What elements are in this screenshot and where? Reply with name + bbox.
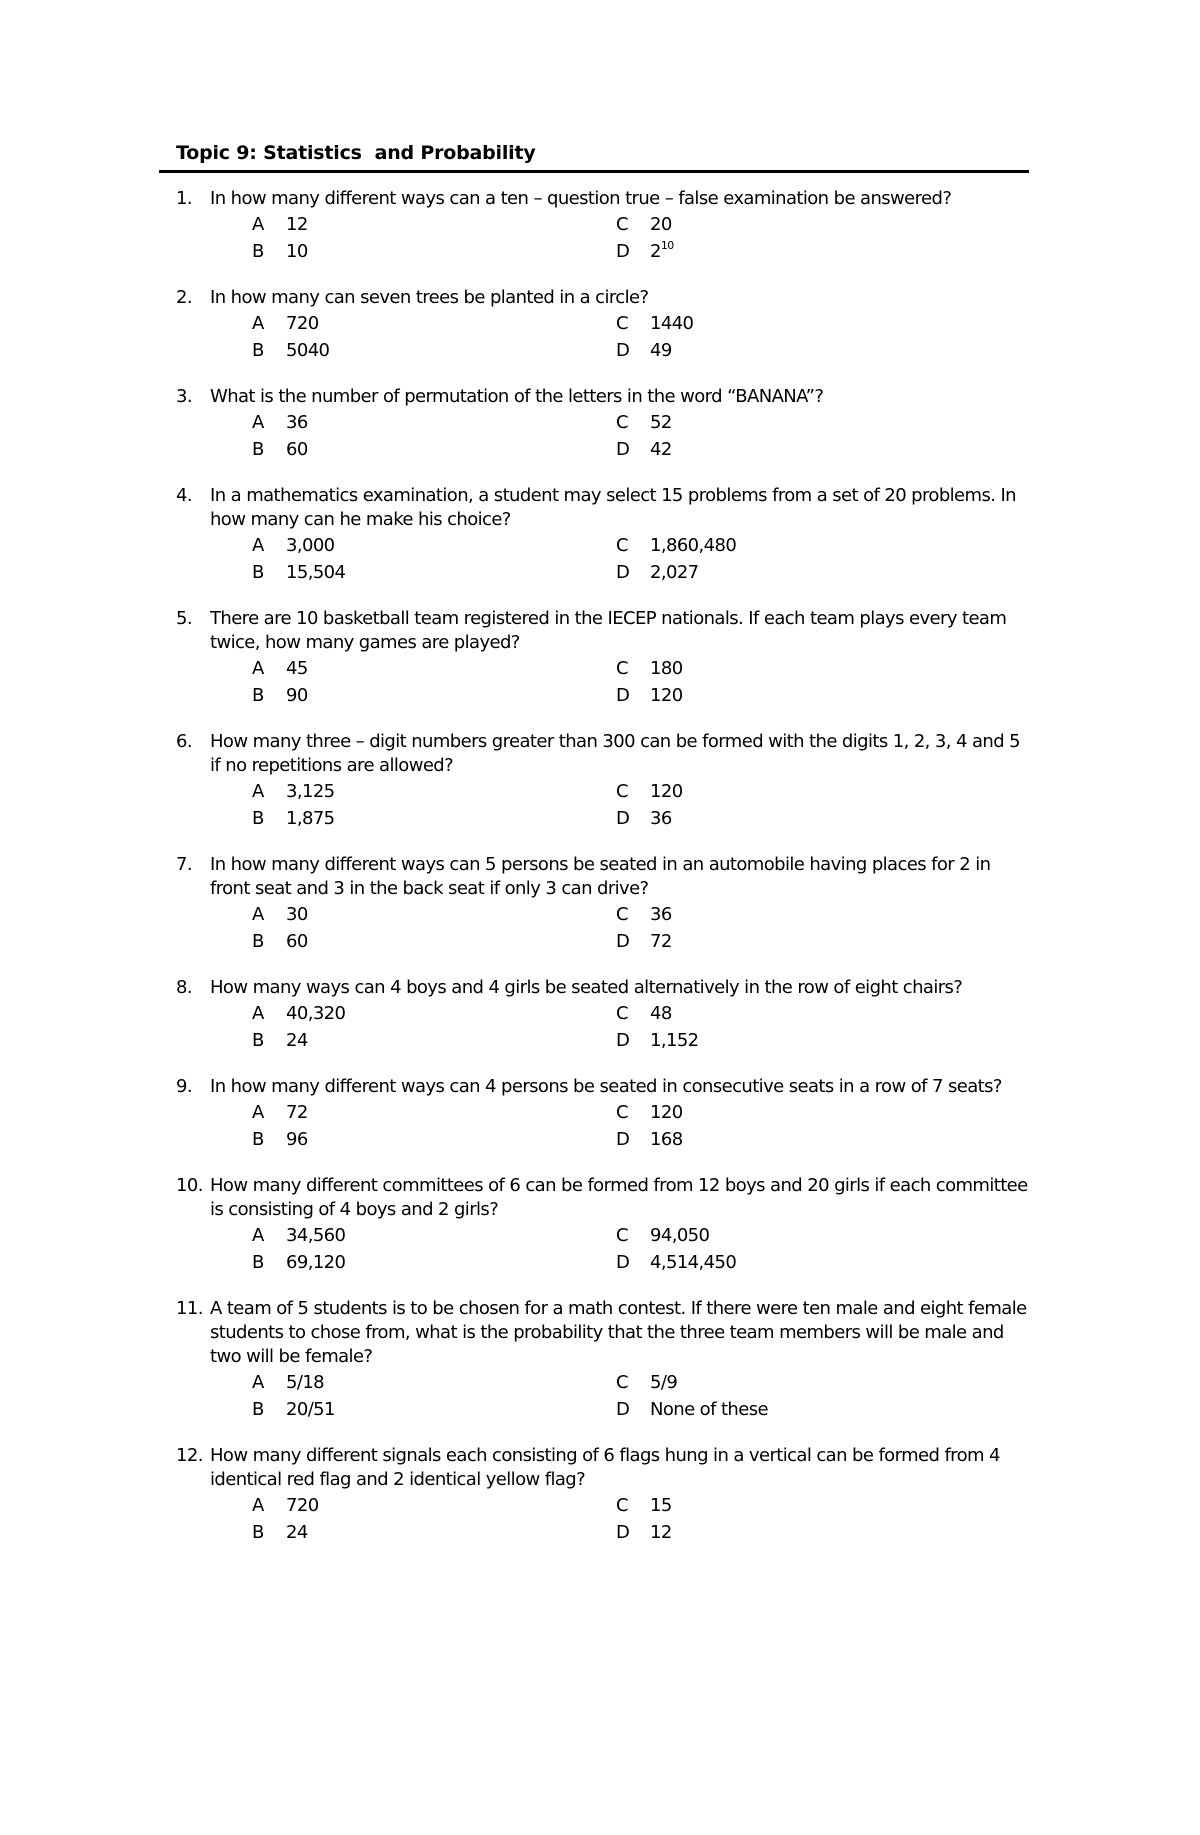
option-a: A 34,560 [252,1225,346,1246]
option-c: C 15 [616,1495,672,1516]
question-number: 5. [176,608,192,629]
option-a: A 12 [252,214,308,235]
option-c: C 1,860,480 [616,535,737,556]
option-c: C 5/9 [616,1372,678,1393]
option-row [0,1099,1200,1126]
option-row [0,655,1200,682]
option-c: C 94,050 [616,1225,710,1246]
question-text: A team of 5 students is to be chosen for a math contest. If there were ten male and eight female students to chose from, what is the probability that the three team members will be male and two will be female? [210,1298,1027,1367]
question-item [0,1297,1200,1423]
question-item [0,484,1200,586]
page-title: Topic 9: Statistics and Probability [176,142,536,164]
option-a: A 720 [252,1495,319,1516]
question-text: In how many can seven trees be planted in a circle? [210,287,649,308]
option-row [0,211,1200,238]
question-text: In a mathematics examination, a student may select 15 problems from a set of 20 problems. In how many can he make his choice? [210,485,1016,530]
option-d: D $2^{10}$ [616,239,674,262]
option-c: C 180 [616,658,683,679]
question-text: In how many different ways can 5 persons be seated in an automobile having places for 2 in front seat and 3 in the back seat if only 3 can drive? [210,854,991,899]
option-row [0,532,1200,559]
option-a: A 5/18 [252,1372,325,1393]
question-text: How many different committees of 6 can be formed from 12 boys and 20 girls if each committee is consisting of 4 boys and 2 girls? [210,1175,1028,1220]
option-d: D 72 [616,931,672,952]
option-row [0,1396,1200,1423]
question-item [0,607,1200,709]
option-a: A 720 [252,313,319,334]
option-b: B 90 [252,685,308,706]
question-item [0,1174,1200,1276]
option-a: A 72 [252,1102,308,1123]
option-c: C 36 [616,904,672,925]
option-row [0,682,1200,709]
option-row [0,1519,1200,1546]
option-b: B 20/51 [252,1399,335,1420]
option-a: A 3,125 [252,781,335,802]
option-row [0,1027,1200,1054]
question-item [0,976,1200,1054]
option-row [0,1369,1200,1396]
option-row [0,409,1200,436]
option-c: C 120 [616,781,683,802]
question-item [0,730,1200,832]
option-a: A 36 [252,412,308,433]
option-d: D 36 [616,808,672,829]
option-row [0,436,1200,463]
question-text: How many different signals each consisting of 6 flags hung in a vertical can be formed from 4 identical red flag and 2 identical yellow flag? [210,1445,1000,1490]
question-list [0,187,1200,1567]
question-number: 4. [176,485,192,506]
option-b: B 96 [252,1129,308,1150]
question-number: 6. [176,731,192,752]
question-item [0,187,1200,265]
option-d: D 12 [616,1522,672,1543]
question-number: 12. [176,1445,203,1466]
option-a: A 30 [252,904,308,925]
option-row [0,778,1200,805]
option-d: D 120 [616,685,683,706]
question-item [0,1444,1200,1546]
option-row [0,559,1200,586]
option-row [0,901,1200,928]
power-exponent: 10 [660,239,674,252]
option-row [0,1492,1200,1519]
option-c: C 20 [616,214,672,235]
option-a: A 3,000 [252,535,335,556]
option-b: B 1,875 [252,808,335,829]
option-d: D 4,514,450 [616,1252,737,1273]
option-d: D 168 [616,1129,683,1150]
option-row [0,1126,1200,1153]
title-divider [159,170,1029,173]
option-d: D 42 [616,439,672,460]
option-a: A 45 [252,658,308,679]
question-number: 8. [176,977,192,998]
option-row [0,1222,1200,1249]
question-text: In how many different ways can 4 persons be seated in consecutive seats in a row of 7 seats? [210,1076,1002,1097]
question-number: 3. [176,386,192,407]
question-item [0,286,1200,364]
option-b: B 24 [252,1522,308,1543]
option-c: C 48 [616,1003,672,1024]
option-d: D 2,027 [616,562,699,583]
option-d: D 49 [616,340,672,361]
question-number: 7. [176,854,192,875]
question-number: 1. [176,188,192,209]
question-text: How many three – digit numbers greater than 300 can be formed with the digits 1, 2, 3, 4 and 5 if no repetitions are allowed? [210,731,1021,776]
option-c: C 1440 [616,313,694,334]
option-b: B 10 [252,241,308,262]
option-row [0,337,1200,364]
question-number: 2. [176,287,192,308]
option-row [0,928,1200,955]
option-row [0,310,1200,337]
question-number: 10. [176,1175,203,1196]
option-b: B 69,120 [252,1252,346,1273]
option-row [0,1000,1200,1027]
option-row [0,805,1200,832]
question-number: 9. [176,1076,192,1097]
option-c: C 52 [616,412,672,433]
option-row [0,238,1200,265]
option-a: A 40,320 [252,1003,346,1024]
option-b: B 60 [252,931,308,952]
power-base: 2 [650,241,661,262]
option-b: B 60 [252,439,308,460]
option-c: C 120 [616,1102,683,1123]
question-text: What is the number of permutation of the letters in the word “BANANA”? [210,386,824,407]
option-b: B 24 [252,1030,308,1051]
option-b: B 5040 [252,340,330,361]
question-number: 11. [176,1298,203,1319]
option-d: D 1,152 [616,1030,699,1051]
question-item [0,1075,1200,1153]
option-b: B 15,504 [252,562,346,583]
question-text: In how many different ways can a ten – question true – false examination be answered? [210,188,952,209]
option-row [0,1249,1200,1276]
question-text: How many ways can 4 boys and 4 girls be seated alternatively in the row of eight chairs? [210,977,963,998]
question-text: There are 10 basketball team registered in the IECEP nationals. If each team plays every team twice, how many games are played? [210,608,1007,653]
option-d: D None of these [616,1399,768,1420]
question-item [0,385,1200,463]
question-item [0,853,1200,955]
